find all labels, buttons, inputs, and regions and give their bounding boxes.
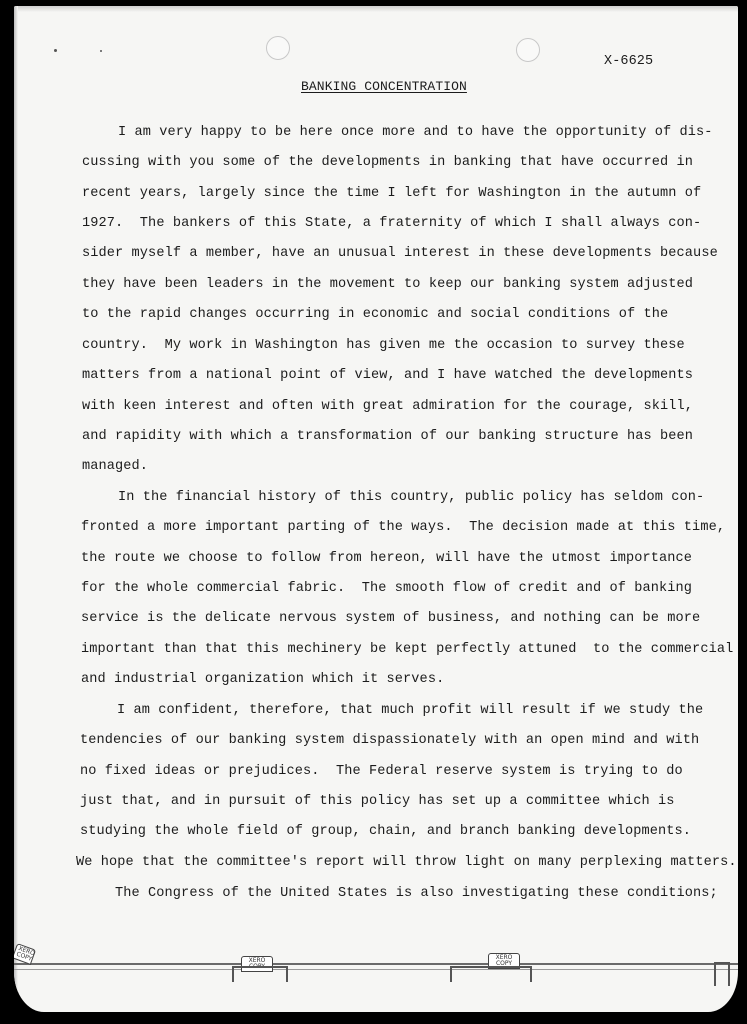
text-line: for the whole commercial fabric. The smooth flow of credit and of banking: [81, 581, 693, 596]
text-line: and rapidity with which a transformation of our banking structure has been: [82, 429, 694, 444]
text-line: the route we choose to follow from hereon, will have the utmost importance: [81, 551, 693, 566]
text-line: I am very happy to be here once more and to have the opportunity of dis-: [118, 125, 713, 140]
text-line: recent years, largely since the time I left for Washington in the autumn of: [82, 186, 702, 201]
text-line: matters from a national point of view, and I have watched the developments: [82, 368, 694, 383]
xero-copy-stamp: XERO COPY: [241, 956, 273, 972]
punch-hole-right: [516, 38, 540, 62]
text-line: they have been leaders in the movement to keep our banking system adjusted: [82, 277, 694, 292]
binder-clip: [450, 966, 532, 982]
footer-rule: [14, 969, 738, 970]
footer-rule: [14, 963, 738, 965]
xero-copy-stamp: XERO COPY: [14, 943, 36, 965]
text-line: just that, and in pursuit of this policy has set up a committee which is: [80, 794, 675, 809]
binder-clip: [232, 966, 288, 982]
text-line: managed.: [82, 459, 149, 474]
xero-copy-stamp: XERO COPY: [488, 953, 520, 969]
text-line: fronted a more important parting of the ways. The decision made at this time,: [81, 520, 726, 535]
speck: [100, 50, 102, 52]
binder-clip: [714, 962, 730, 986]
text-line: no fixed ideas or prejudices. The Federal reserve system is trying to do: [80, 764, 683, 779]
text-line: The Congress of the United States is also investigating these conditions;: [115, 886, 718, 901]
text-line: to the rapid changes occurring in economic and social conditions of the: [82, 307, 669, 322]
text-line: In the financial history of this country, public policy has seldom con-: [118, 490, 705, 505]
text-line: 1927. The bankers of this State, a fraternity of which I shall always con-: [82, 216, 702, 231]
text-line: country. My work in Washington has given me the occasion to survey these: [82, 338, 685, 353]
speck: [54, 49, 57, 52]
text-line: cussing with you some of the developments in banking that have occurred in: [82, 155, 694, 170]
text-line: sider myself a member, have an unusual interest in these developments because: [82, 246, 718, 261]
text-line: service is the delicate nervous system of business, and nothing can be more: [81, 611, 701, 626]
document-number: X-6625: [604, 54, 654, 69]
page-left-edge: [14, 6, 18, 1012]
text-line: tendencies of our banking system dispassionately with an open mind and with: [80, 733, 700, 748]
document-title: BANKING CONCENTRATION: [301, 79, 467, 94]
punch-hole-left: [266, 36, 290, 60]
text-line: and industrial organization which it serves.: [81, 672, 445, 687]
text-line: We hope that the committee's report will throw light on many perplexing matters.: [76, 855, 737, 870]
text-line: important than that this mechinery be kept perfectly attuned to the commercial: [81, 642, 734, 657]
text-line: studying the whole field of group, chain, and branch banking developments.: [80, 824, 692, 839]
page-top-edge: [14, 6, 738, 12]
text-line: with keen interest and often with great admiration for the courage, skill,: [82, 399, 694, 414]
text-line: I am confident, therefore, that much profit will result if we study the: [117, 703, 704, 718]
document-page: [14, 6, 738, 1012]
